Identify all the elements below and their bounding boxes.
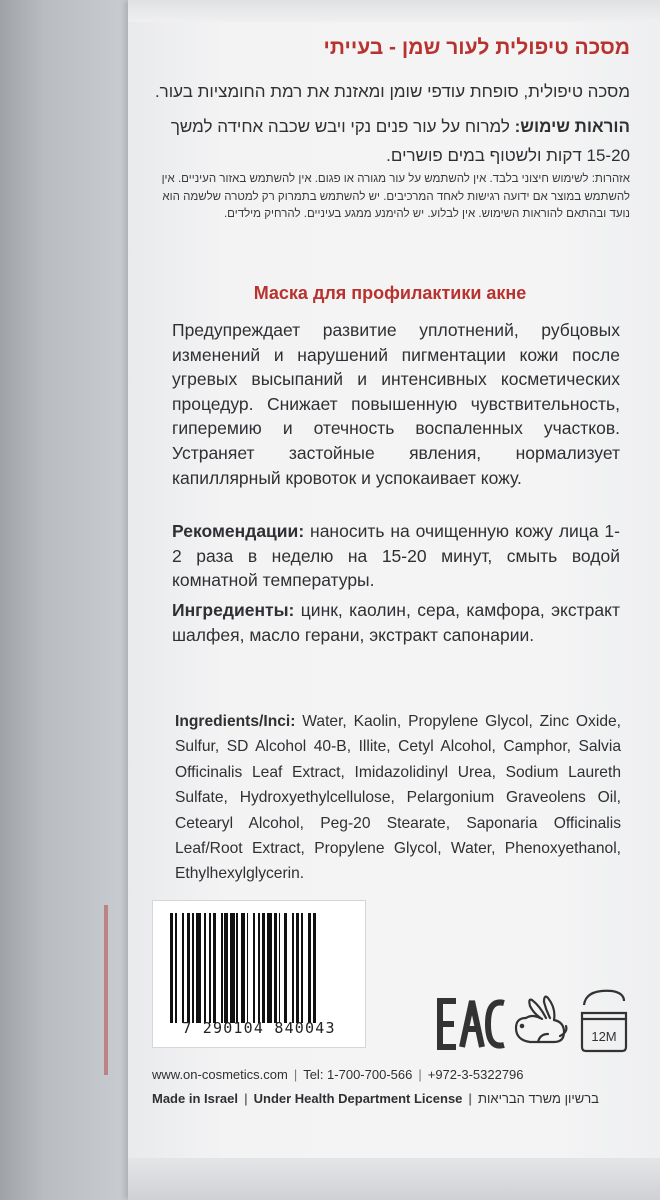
barcode-bar [274,913,277,1023]
footer-license-he: ברשיון משרד הבריאות [478,1091,599,1106]
barcode [152,900,366,1048]
hebrew-usage-text: למרוח על עור פנים נקי ויבש שכבה אחידה למשך 15-20 דקות ולשטוף במים פושרים. [170,117,630,165]
hebrew-title: מסכה טיפולית לעור שמן - בעייתי [323,36,630,59]
barcode-bar [241,913,244,1023]
russian-title: Маска для профилактики акне [253,283,527,303]
barcode-bar [267,913,272,1023]
barcode-number: 7 290104 840043 [182,1019,336,1037]
side-red-stripe [104,905,108,1075]
footer-website: www.on-cosmetics.com [152,1067,288,1082]
russian-ingredients-label: Ингредиенты: [172,600,295,620]
barcode-bar [175,913,177,1023]
side-panel-print-2 [90,280,104,760]
open-jar-icon [578,985,630,1055]
box-bottom-edge [128,1158,660,1200]
box-side-panel [0,0,128,1200]
inci-ingredients [175,709,621,887]
russian-ingredients-text: цинк, каолин, сера, камфора, экстракт шалфея, масло герани, экстракт сапонарии. [172,600,620,645]
footer-license: Made in Israel | Under Health Department License | ברשיון משרד הבריאות [152,1091,599,1106]
box-top-edge [128,0,660,22]
hebrew-description: מסכה טיפולית, סופחת עודפי שומן ומאזנת את רמת החומציות בעור. [154,82,630,101]
eac-mark-icon [436,995,506,1053]
bunny-icon [510,988,572,1052]
barcode-bar [247,913,249,1023]
footer-made-in: Made in Israel [152,1091,238,1106]
footer-tel: Tel: 1-700-700-566 [303,1067,413,1082]
barcode-bar [224,913,227,1023]
barcode-bar [196,913,201,1023]
inci-label: Ingredients/Inci: [175,713,296,730]
russian-recommendations-text: наносить на очищенную кожу лица 1-2 раза в неделю на 15-20 минут, смыть водой комнатной температуры. [172,521,620,591]
barcode-bar [204,913,206,1023]
barcode-bar [192,913,194,1023]
barcode-bar [221,913,223,1023]
barcode-bar [301,913,303,1023]
barcode-bar [262,913,265,1023]
russian-recommendations [172,519,620,593]
barcode-bar [308,913,311,1023]
barcode-bar [236,913,238,1023]
pao-label: 12M [591,1029,617,1044]
barcode-bar [230,913,235,1023]
russian-ingredients [172,598,620,647]
footer-license-en: Under Health Department License [253,1091,463,1106]
barcode-bar [253,913,255,1023]
barcode-bar [284,913,287,1023]
barcode-bar [182,913,184,1023]
barcode-bar [313,913,316,1023]
hebrew-usage-label: הוראות שימוש: [514,117,630,136]
hebrew-warning: אזהרות: לשימוש חיצוני בלבד. אין להשתמש על עור מגורה או פגום. אין להשתמש באזור העיניים. אין להשתמש במוצר אם ידועה רגישות לאחד המרכיבים. יש להשתמש בתמרוק רק למטרה שלשמה הוא נועד ובהתאם להוראות השימוש. אין לבלוע. יש להימנע ממגע בעיניים. להרחיק מילדים. [161,173,630,220]
russian-recommendations-label: Рекомендации: [172,521,305,541]
barcode-bar [296,913,299,1023]
barcode-bar [213,913,216,1023]
hebrew-usage [150,112,630,170]
russian-description: Предупреждает развитие уплотнений, рубцовых изменений и нарушений пигментации кожи после угревых высыпаний и интенсивных косметических процедур. Снижает повышенную чувствительность, гиперемию и отечность воспаленных участков. Устраняет застойные явления, нормализует капиллярный кровоток и успокаивает кожу. [172,320,620,488]
inci-text: Water, Kaolin, Propylene Glycol, Zinc Oxide, Sulfur, SD Alcohol 40-B, Illite, Cetyl Alcohol, Camphor, Salvia Officinalis Leaf Extract, Imidazolidinyl Urea, Sodium Laureth Sulfate, Hydroxyethylcellulose, Pelargonium Graveolens Oil, Cetearyl Alcohol, Peg-20 Stearate, Saponaria Officinalis Leaf/Root Extract, Propylene Glycol, Water, Phenoxyethanol, Ethylhexylglycerin. [175,713,621,883]
barcode-bar [279,913,281,1023]
barcode-bar [170,913,173,1023]
barcode-bar [258,913,260,1023]
barcode-bar [292,913,294,1023]
footer-contacts: www.on-cosmetics.com | Tel: 1-700-700-566 | +972-3-5322796 [152,1067,524,1082]
barcode-bars [170,913,350,1023]
barcode-bar [209,913,211,1023]
footer-intl-phone: +972-3-5322796 [427,1067,524,1082]
barcode-bar [187,913,190,1023]
